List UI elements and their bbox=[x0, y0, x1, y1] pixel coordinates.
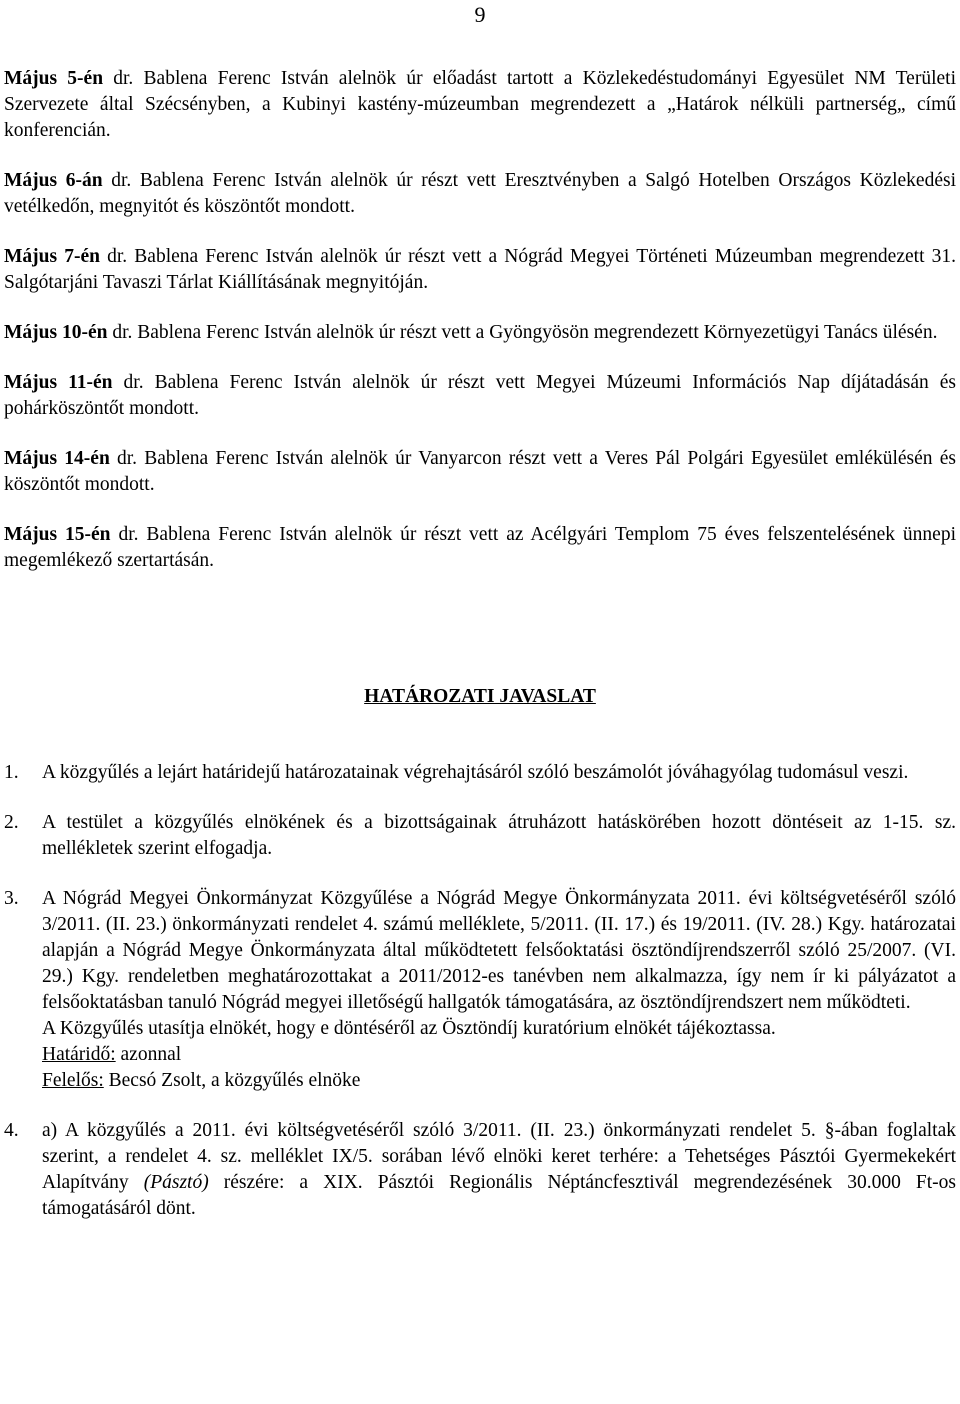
document-body bbox=[4, 66, 956, 1246]
event-text: dr. Bablena Ferenc István alelnök úr részt vett a Nógrád Megyei Történeti Múzeumban megrendezett 31. Salgótarjáni Tavaszi Tárlat Kiállításának megnyitóján. bbox=[4, 246, 956, 293]
resolution-item-2 bbox=[4, 810, 956, 862]
event-text: dr. Bablena Ferenc István alelnök úr részt vett az Acélgyári Templom 75 éves felszentelésének ünnepi megemlékező szertartásán. bbox=[4, 524, 957, 571]
item-text-after: részére: a XIX. Pásztói Regionális Néptáncfesztivál megrendezésének 30.000 Ft-os támogatásáról dönt. bbox=[42, 1172, 956, 1219]
event-text: dr. Bablena Ferenc István alelnök úr részt vett Eresztvényben a Salgó Hotelben Országos Közlekedési vetélkedőn, megnyitót és köszöntőt mondott. bbox=[4, 170, 957, 217]
event-text: dr. Bablena Ferenc István alelnök úr részt vett a Gyöngyösön megrendezett Környezetügyi Tanács ülésén. bbox=[107, 322, 938, 343]
responsible-label: Felelős: bbox=[42, 1070, 104, 1091]
event-date: Május 6-án bbox=[4, 170, 103, 191]
section-heading: HATÁROZATI JAVASLAT bbox=[364, 686, 596, 707]
event-text: dr. Bablena Ferenc István alelnök úr részt vett Megyei Múzeumi Információs Nap díjátadásán és pohárköszöntőt mondott. bbox=[4, 372, 956, 419]
event-paragraph bbox=[4, 522, 956, 574]
item-text: A testület a közgyűlés elnökének és a bizottságainak átruházott hatáskörében hozott döntéseit az 1-15. sz. mellékletek szerint elfogadja. bbox=[42, 812, 956, 859]
item-text bbox=[42, 1118, 956, 1222]
item-number: 3. bbox=[4, 888, 19, 909]
item-text-italic: (Pásztó) bbox=[143, 1172, 209, 1193]
event-date: Május 15-én bbox=[4, 524, 111, 545]
event-paragraph bbox=[4, 244, 956, 296]
resolution-item-3 bbox=[4, 886, 956, 1094]
item-number: 4. bbox=[4, 1120, 19, 1141]
deadline-label: Határidő: bbox=[42, 1044, 116, 1065]
event-date: Május 5-én bbox=[4, 68, 104, 89]
events-list bbox=[4, 66, 956, 574]
event-date: Május 10-én bbox=[4, 322, 108, 343]
event-text: dr. Bablena Ferenc István alelnök úr Vanyarcon részt vett a Veres Pál Polgári Egyesület emlékülésén és köszöntőt mondott. bbox=[4, 448, 957, 495]
responsible-line bbox=[42, 1068, 956, 1094]
event-date: Május 14-én bbox=[4, 448, 110, 469]
resolution-item-4 bbox=[4, 1118, 956, 1222]
item-number: 2. bbox=[4, 812, 19, 833]
event-date: Május 7-én bbox=[4, 246, 100, 267]
item-text: A Nógrád Megyei Önkormányzat Közgyűlése a Nógrád Megye Önkormányzata 2011. évi költségvetéséről szóló 3/2011. (II. 23.) önkormányzati rendelet 4. számú melléklete, 5/2011. (II. 17.) és 19/2011. (IV. 28.) Kgy. határozatai alapján a Nógrád Megye Önkormányzata által működtetett felsőoktatási ösztöndíjrendszerről szóló 25/2007. (VI. 29.) Kgy. rendeletben meghatározottakat a 2011/2012-es tanévben nem alkalmazza, így nem ír ki pályázatot a felsőoktatásban tanuló Nógrád megyei illetőségű hallgatók támogatására, az ösztöndíjrendszert nem működteti. bbox=[42, 888, 956, 1013]
event-paragraph bbox=[4, 168, 956, 220]
resolution-item-1 bbox=[4, 760, 956, 786]
item-text: A közgyűlés a lejárt határidejű határozatainak végrehajtásáról szóló beszámolót jóváhagyólag tudomásul veszi. bbox=[42, 762, 909, 783]
item-instruction: A Közgyűlés utasítja elnökét, hogy e döntéséről az Ösztöndíj kuratórium elnökét tájékoztassa. bbox=[42, 1018, 776, 1039]
event-paragraph bbox=[4, 370, 956, 422]
page-number: 9 bbox=[474, 2, 486, 27]
item-text-before: a) A közgyűlés a 2011. évi költségvetéséről szóló 3/2011. (II. 23.) önkormányzati rendelet 5. §-ában foglaltak szerint, a rendelet 4. sz. melléklet IX/5. sorában lévő elnöki keret terhére: a Tehetséges Pásztói Gyermekekért Alapítvány bbox=[42, 1120, 956, 1193]
event-text: dr. Bablena Ferenc István alelnök úr előadást tartott a Közlekedéstudományi Egyesület NM Területi Szervezete által Szécsényben, a Kubinyi kastény-múzeumban megrendezett a „Határok nélküli partnerség„ című konferencián. bbox=[4, 68, 956, 141]
deadline-value: azonnal bbox=[115, 1044, 182, 1065]
event-paragraph bbox=[4, 446, 956, 498]
event-paragraph bbox=[4, 66, 956, 144]
item-number: 1. bbox=[4, 762, 19, 783]
event-paragraph bbox=[4, 320, 956, 346]
responsible-value: Becsó Zsolt, a közgyűlés elnöke bbox=[103, 1070, 361, 1091]
deadline-line bbox=[42, 1042, 956, 1068]
event-date: Május 11-én bbox=[4, 372, 113, 393]
